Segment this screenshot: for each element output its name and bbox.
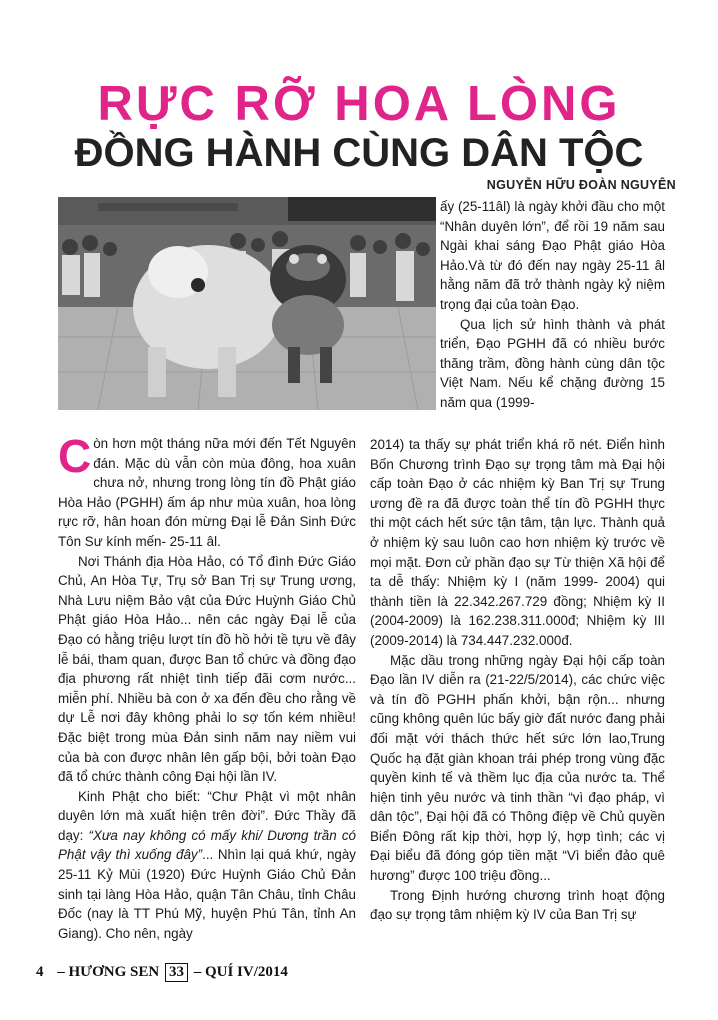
article-column-right-bottom <box>370 435 665 925</box>
paragraph: Qua lịch sử hình thành và phát triển, Đạo PGHH đã có nhiều bước thăng trầm, đồng hành cùng dân tộc Việt Nam. Nếu kể chặng đường 15 năm qua (1999- <box>440 316 665 410</box>
quote-text: “Xưa nay không có mấy khi/ Dương trần có Phật vậy thì xuống đây” <box>58 827 356 863</box>
paragraph-text: ... Nhìn lại quá khứ, ngày 25-11 Kỷ Mùi (1920) Đức Huỳnh Giáo Chủ Đản sinh tại làng Hòa Hảo, quận Tân Châu, tỉnh Châu Đốc (nay là TT Phú Mỹ, huyện Phú Tân, tỉnh An Giang). Cho nên, ngày <box>58 847 356 941</box>
drop-cap: C <box>58 430 92 482</box>
page-footer <box>36 963 288 982</box>
paragraph <box>58 787 356 944</box>
issue-quarter: – QUÍ IV/2014 <box>193 964 288 980</box>
paragraph: ấy (25-11âl) là ngày khởi đầu cho một “Nhân duyên lớn”, để rồi 19 năm sau Ngài khai sáng Đạo Phật giáo Hòa Hảo.Và từ đó đến nay ngày 25-11 âl hằng năm đã trở thành ngày kỷ niệm trọng đại của toàn Đạo. <box>440 199 665 312</box>
article-column-left <box>58 430 356 943</box>
magazine-name: – HƯƠNG SEN <box>57 964 160 980</box>
paragraph: Nơi Thánh địa Hòa Hảo, có Tổ đình Đức Giáo Chủ, An Hòa Tự, Trụ sở Ban Trị sự Trung ương, Nhà Lưu niệm Bảo vật của Đức Huỳnh Giáo Chủ Phật giáo Hòa Hảo... nên các ngày Đại lễ của Đạo có hằng triệu lượt tín đồ hồ hởi tề tựu về đây lễ bái, tham quan, được Ban tổ chức và đồng đạo địa phương rất nhiệt tình tiếp đãi cơm nước... miễn phí. Nhiều bà con ở xa đến đều cho rằng về dự Lễ nơi đây không phải lo sợ tốn kém nhiều! Đặc biệt trong mùa Đản sinh năm nay niềm vui của bà con được nhân lên gấp bội, bởi toàn Đạo đã tổ chức thành công Đại hội lần IV. <box>58 553 356 785</box>
paragraph: Mặc dầu trong những ngày Đại hội cấp toàn Đạo lần IV diễn ra (21-22/5/2014), các chức việc và tín đồ PGHH phấn khởi, bận rộn... nhưng cũng không quên lúc bấy giờ đất nước đang phải đối mặt với thách thức hết sức lớn lao,Trung Quốc hạ đặt giàn khoan trái phép trong vùng đặc quyền kinh tế và thềm lục địa của nước ta. Thể hiện tinh yêu nước và tinh thần “vì đạo pháp, vì dân tộc”, Đại hội đã có Thông điệp về Chủ quyền Biển Đông rất kịp thời, hợp lý, hợp tình; các vị Đại biểu đã đóng góp tiền mặt “Vì biển đảo quê hương” được 100 triệu đồng... <box>370 652 665 884</box>
paragraph-text: Kinh Phật cho biết: “Chư Phật vì một nhân duyên lớn mà xuất hiện trên đời”. Đức Thầy đã dạy: <box>58 788 356 843</box>
headline-line1: RỰC RỠ HOA LÒNG <box>97 77 621 131</box>
lion-dance-photo <box>58 197 436 410</box>
page-number: 4 <box>36 964 44 980</box>
headline-line2: ĐỒNG HÀNH CÙNG DÂN TỘC <box>74 131 644 175</box>
paragraph: 2014) ta thấy sự phát triển khá rõ nét. Điển hình Bốn Chương trình Đạo sự trọng tâm mà Đại hội cấp toàn Đạo ở các nhiệm kỳ Ban Trị sự Trung ương đề ra đã được toàn thể tín đồ PGHH thực thi một cách hết sức tận tâm, tận lực. Thành quả ở nhiệm kỳ sau luôn cao hơn nhiệm kỳ trước về mọi mặt. Đơn cử phần đạo sự Từ thiện Xã hội để ta dễ thấy: Nhiệm kỳ I (năm 1999- 2004) qui thành tiền là 22.342.267.729 đồng; Nhiệm kỳ II (2004-2009) là 162.238.311.000đ; Nhiệm kỳ III (2009-2014) là 734.447.232.000đ. <box>370 437 665 648</box>
article-column-right-top <box>440 197 665 413</box>
author-byline: NGUYỄN HỮU ĐOÀN NGUYÊN <box>486 178 676 192</box>
lead-text: òn hơn một tháng nữa mới đến Tết Nguyên đán. Mặc dù vẫn còn mùa đông, hoa xuân chưa nở, nhưng trong lòng tín đồ Phật giáo Hòa Hảo (PGHH) ấm áp như mùa xuân, hoa lòng rực rỡ, hân hoan đón mừng Đại lễ Đản Sinh Đức Tôn Sư kính mến- 25-11 âl. <box>58 436 356 549</box>
paragraph-lead <box>58 430 356 552</box>
issue-number-box: 33 <box>165 963 188 982</box>
lion-dance-image <box>58 197 436 410</box>
paragraph: Trong Định hướng chương trình hoạt động đạo sự trọng tâm nhiệm kỳ IV của Ban Trị sự <box>370 887 665 923</box>
